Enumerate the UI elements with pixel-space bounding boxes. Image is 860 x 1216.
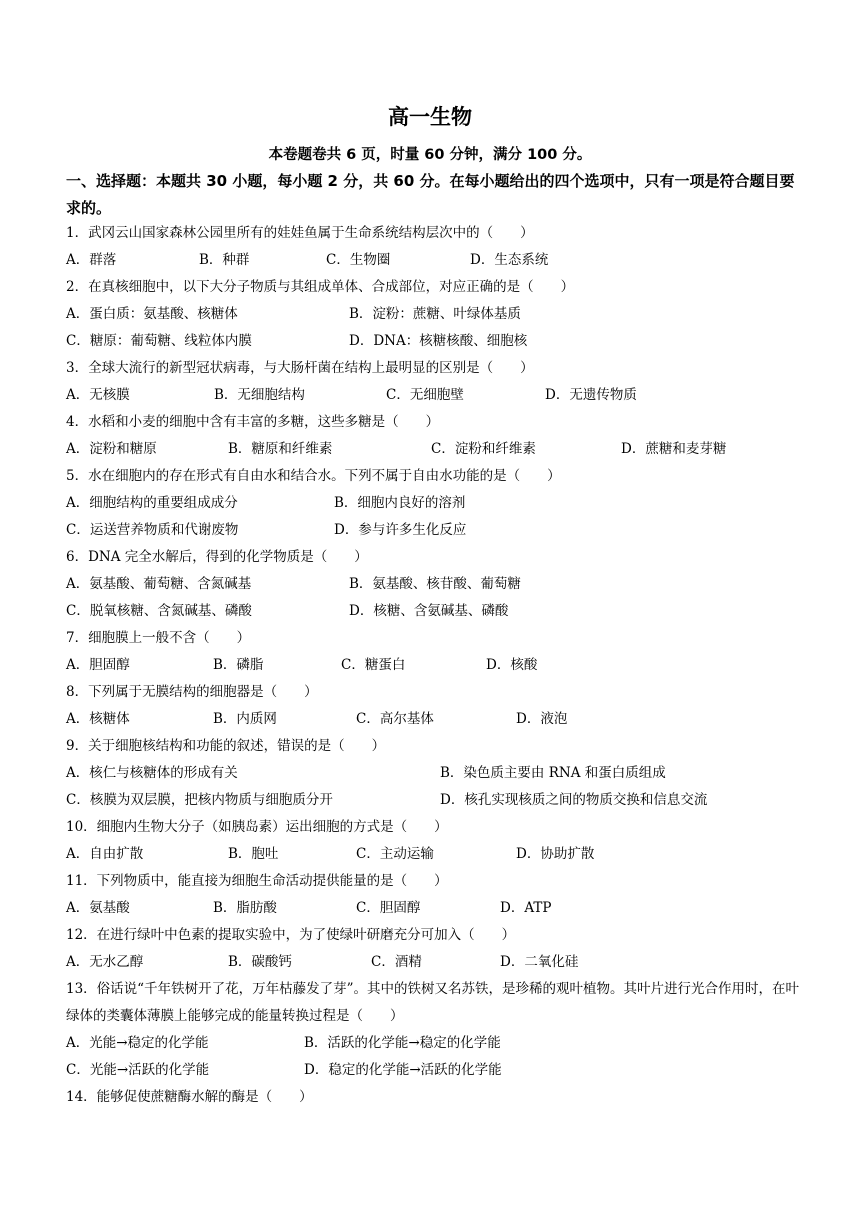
question-stem: 13．俗话说“千年铁树开了花，万年枯藤发了芽”。其中的铁树又名苏铁，是珍稀的观叶植物。其叶片进行光合作用时，在叶绿体的类囊体薄膜上能够完成的能量转换过程是（ ）: [66, 981, 799, 1024]
option-c: C．光能→活跃的化学能: [66, 1062, 210, 1078]
option-a: A．核糖体: [66, 711, 130, 727]
option-d: D．稳定的化学能→活跃的化学能: [304, 1062, 502, 1078]
option-b: B．碳酸钙: [228, 954, 292, 970]
option-row: [66, 1057, 802, 1084]
question-stem: 5．水在细胞内的存在形式有自由水和结合水。下列不属于自由水功能的是（ ）: [66, 468, 561, 484]
option-row: [66, 301, 802, 328]
option-c: C．运送营养物质和代谢废物: [66, 522, 239, 538]
option-c: C．淀粉和纤维素: [431, 441, 536, 457]
option-a: A．氨基酸: [66, 900, 130, 916]
option-row: [66, 949, 802, 976]
question-stem: 6．DNA 完全水解后，得到的化学物质是（ ）: [66, 549, 368, 565]
option-a: A．胆固醇: [66, 657, 130, 673]
option-b: B．糖原和纤维素: [228, 441, 333, 457]
option-c: C．核膜为双层膜，把核内物质与细胞质分开: [66, 792, 333, 808]
option-b: B．氨基酸、核苷酸、葡萄糖: [349, 576, 521, 592]
option-a: A．细胞结构的重要组成成分: [66, 495, 238, 511]
option-c: C．生物圈: [326, 252, 391, 268]
section-heading: 一、选择题：本题共 30 小题，每小题 2 分，共 60 分。在每小题给出的四个选项中，只有一项是符合题目要求的。: [66, 172, 795, 217]
option-b: B．磷脂: [213, 657, 264, 673]
question-stem: 1．武冈云山国家森林公园里所有的娃娃鱼属于生命系统结构层次中的（ ）: [66, 225, 534, 241]
option-d: D．蔗糖和麦芽糖: [621, 441, 727, 457]
option-b: B．染色质主要由 RNA 和蛋白质组成: [440, 765, 666, 781]
question-stem: 11．下列物质中，能直接为细胞生命活动提供能量的是（ ）: [66, 873, 448, 889]
option-row: [66, 328, 802, 355]
option-d: D．二氧化硅: [500, 954, 579, 970]
option-d: D．核酸: [486, 657, 538, 673]
option-row: [66, 1030, 802, 1057]
option-a: A．无核膜: [66, 387, 130, 403]
question-stem: 14．能够促使蔗糖酶水解的酶是（ ）: [66, 1089, 313, 1105]
option-a: A．核仁与核糖体的形成有关: [66, 765, 238, 781]
option-row: [66, 490, 802, 517]
option-d: D．协助扩散: [516, 846, 595, 862]
question-stem: 7．细胞膜上一般不含（ ）: [66, 630, 251, 646]
question-stem: 3．全球大流行的新型冠状病毒，与大肠杆菌在结构上最明显的区别是（ ）: [66, 360, 534, 376]
option-a: A．淀粉和糖原: [66, 441, 157, 457]
option-row: [66, 760, 802, 787]
option-c: C．主动运输: [356, 846, 434, 862]
option-b: B．内质网: [213, 711, 277, 727]
option-c: C．无细胞壁: [386, 387, 464, 403]
option-d: D．生态系统: [470, 252, 549, 268]
option-c: C．高尔基体: [356, 711, 434, 727]
option-d: D．无遗传物质: [545, 387, 637, 403]
option-c: C．脱氧核糖、含氮碱基、磷酸: [66, 603, 252, 619]
option-c: C．胆固醇: [356, 900, 421, 916]
option-a: A．氨基酸、葡萄糖、含氮碱基: [66, 576, 252, 592]
option-row: [66, 598, 802, 625]
question-stem: 12．在进行绿叶中色素的提取实验中，为了使绿叶研磨充分可加入（ ）: [66, 927, 516, 943]
option-c: C．糖原：葡萄糖、线粒体内膜: [66, 333, 252, 349]
option-b: B．种群: [199, 252, 250, 268]
question-stem: 9．关于细胞核结构和功能的叙述，错误的是（ ）: [66, 738, 386, 754]
option-d: D．ATP: [500, 900, 552, 916]
option-row: [66, 517, 802, 544]
option-a: A．光能→稳定的化学能: [66, 1035, 209, 1051]
option-a: A．群落: [66, 252, 117, 268]
option-row: [66, 652, 802, 679]
question-stem: 2．在真核细胞中，以下大分子物质与其组成单体、合成部位，对应正确的是（ ）: [66, 279, 575, 295]
option-b: B．淀粉：蔗糖、叶绿体基质: [349, 306, 521, 322]
page-title: 高一生物: [388, 105, 472, 129]
option-d: D．核孔实现核质之间的物质交换和信息交流: [440, 792, 708, 808]
question-stem: 4．水稻和小麦的细胞中含有丰富的多糖，这些多糖是（ ）: [66, 414, 440, 430]
option-row: [66, 706, 802, 733]
option-c: C．酒精: [371, 954, 422, 970]
option-d: D．DNA：核糖核酸、细胞核: [349, 333, 528, 349]
option-d: D．参与许多生化反应: [334, 522, 467, 538]
option-a: A．自由扩散: [66, 846, 144, 862]
option-row: [66, 382, 802, 409]
option-a: A．蛋白质：氨基酸、核糖体: [66, 306, 238, 322]
option-b: B．脂肪酸: [213, 900, 277, 916]
question-stem: 10．细胞内生物大分子（如胰岛素）运出细胞的方式是（ ）: [66, 819, 448, 835]
question-list: [66, 220, 802, 1111]
option-b: B．无细胞结构: [214, 387, 305, 403]
option-d: D．液泡: [516, 711, 568, 727]
question-stem: 8．下列属于无膜结构的细胞器是（ ）: [66, 684, 318, 700]
exam-info: 本卷题卷共 6 页，时量 60 分钟，满分 100 分。: [268, 147, 592, 163]
option-d: D．核糖、含氨碱基、磷酸: [349, 603, 509, 619]
option-b: B．胞吐: [228, 846, 279, 862]
option-row: [66, 247, 802, 274]
option-row: [66, 571, 802, 598]
option-a: A．无水乙醇: [66, 954, 144, 970]
option-row: [66, 436, 802, 463]
option-row: [66, 787, 802, 814]
option-row: [66, 895, 802, 922]
option-b: B．细胞内良好的溶剂: [334, 495, 466, 511]
option-b: B．活跃的化学能→稳定的化学能: [304, 1035, 501, 1051]
option-c: C．糖蛋白: [341, 657, 406, 673]
option-row: [66, 841, 802, 868]
